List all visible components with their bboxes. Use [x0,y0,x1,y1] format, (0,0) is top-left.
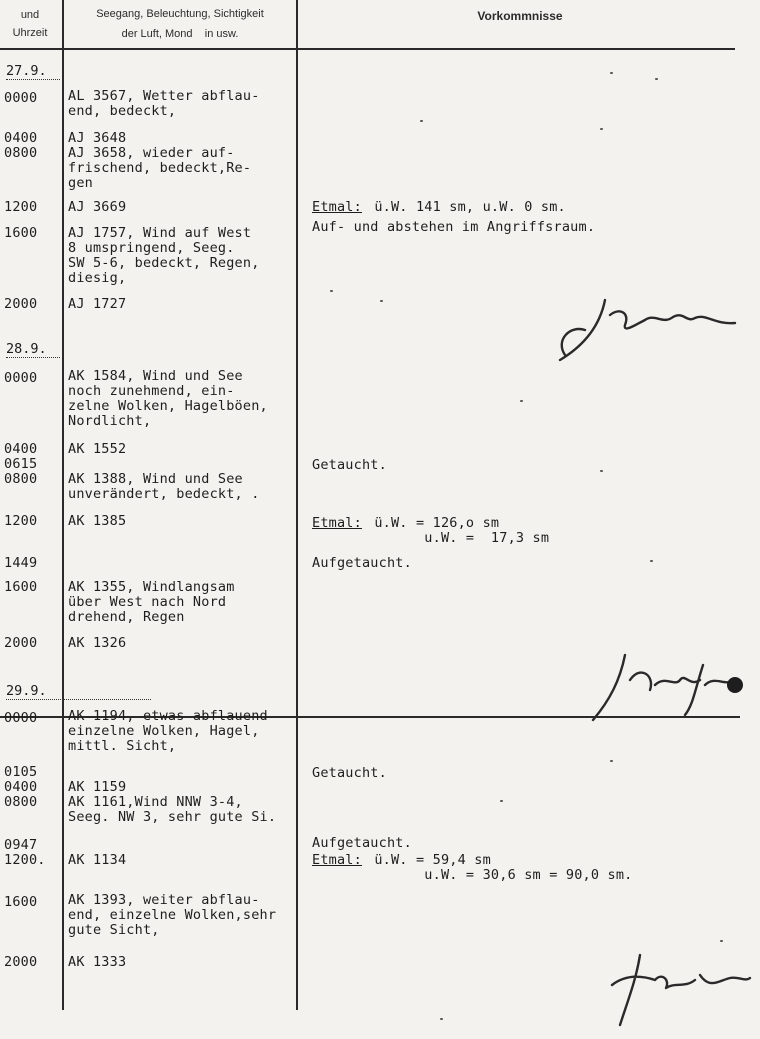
time-entry: 2000 [4,635,38,651]
weather-entry: AK 1194, etwas abflauend einzelne Wolken, Hagel, mittl. Sicht, [68,708,268,754]
weather-entry: AK 1326 [68,635,127,651]
time-entry: 0947 1200. [4,837,46,868]
weather-entry: AK 1385 [68,513,127,529]
event-entry: ü.W. = 59,4 sm u.W. = 30,6 sm = 90,0 sm. [374,852,633,883]
time-entry: 1600 [4,225,38,241]
weather-entry: AJ 3648 AJ 3658, wieder auf- frischend, bedeckt,Re- gen [68,130,252,191]
weather-entry: AK 1552 AK 1388, Wind und See unverändert, bedeckt, . [68,441,260,502]
ink-speck [610,760,613,762]
time-entry: 2000 [4,954,38,970]
etmal-label: Etmal: [312,515,362,531]
event-entry: ü.W. 141 sm, u.W. 0 sm. [366,199,566,215]
etmal-label: Etmal: [312,852,362,868]
ink-speck [380,300,383,302]
etmal-label: Etmal: [312,199,362,215]
event-entry: Getaucht. [312,765,387,781]
ink-speck [720,940,723,942]
header-weather-line2: der Luft, Mond in usw. [121,28,239,40]
ink-speck [520,400,523,402]
weather-entry: AK 1584, Wind und See noch zunehmend, ein- zelne Wolken, Hagelböen, Nordlicht, [68,368,268,429]
header-weather-line1: Seegang, Beleuchtung, Sichtigkeit [96,8,264,20]
ink-speck [610,72,613,74]
weather-entry: AK 1333 [68,954,127,970]
time-entry: 0000 [4,710,38,726]
weather-entry: AK 1159 AK 1161,Wind NNW 3-4, Seeg. NW 3, sehr gute Si. [68,779,277,825]
ink-speck [420,120,423,122]
time-entry: 0400 0615 0800 [4,441,38,487]
header-weather-column [64,4,296,44]
signature-28-9 [585,645,760,725]
weather-entry: AJ 1727 [68,296,127,312]
time-entry: 0000 [4,370,38,386]
date-28-9: 28.9. [6,342,60,358]
time-entry: 1200 [4,513,38,529]
time-entry: 0400 0800 [4,130,38,161]
ink-speck [650,560,653,562]
weather-entry: AK 1355, Windlangsam über West nach Nord drehend, Regen [68,579,235,625]
time-entry: 0000 [4,90,38,106]
weather-entry: AK 1134 [68,852,127,868]
weather-entry: AJ 3669 [68,199,127,215]
weather-entry: AK 1393, weiter abflau- end, einzelne Wolken,sehr gute Sicht, [68,892,277,938]
ink-speck [330,290,333,292]
event-entry: Auf- und abstehen im Angriffsraum. [312,219,596,235]
time-entry: 1600 [4,579,38,595]
event-entry: ü.W. = 126,o sm u.W. = 17,3 sm [374,515,550,546]
header-time-line1: und [20,9,40,21]
header-events-column: Vorkommnisse [477,9,563,23]
signature-27-9 [545,285,745,365]
header-rule [0,48,735,50]
time-entry: 2000 [4,296,38,312]
date-29-9: 29.9. [6,684,151,700]
ink-speck [440,1018,443,1020]
weather-entry: AJ 1757, Wind auf West 8 umspringend, Seeg. SW 5-6, bedeckt, Regen, diesig, [68,225,260,286]
date-27-9: 27.9. [6,64,60,80]
ink-speck [655,78,658,80]
header-time-line2: Uhrzeit [12,27,48,39]
event-entry: Aufgetaucht. [312,835,412,851]
time-entry: 1200 [4,199,38,215]
time-entry: 1600 [4,894,38,910]
ink-speck [600,470,603,472]
event-entry: Aufgetaucht. [312,555,412,571]
ink-speck [500,800,503,802]
event-entry: Getaucht. [312,457,387,473]
signature-29-9 [600,950,760,1030]
column-rule-right [296,0,298,1010]
ink-speck [600,128,603,130]
weather-entry: AL 3567, Wetter abflau- end, bedeckt, [68,88,260,119]
time-entry: 1449 [4,555,38,571]
column-rule-left [62,0,64,1010]
time-entry: 0105 0400 0800 [4,764,38,810]
header-time-column [0,6,60,42]
